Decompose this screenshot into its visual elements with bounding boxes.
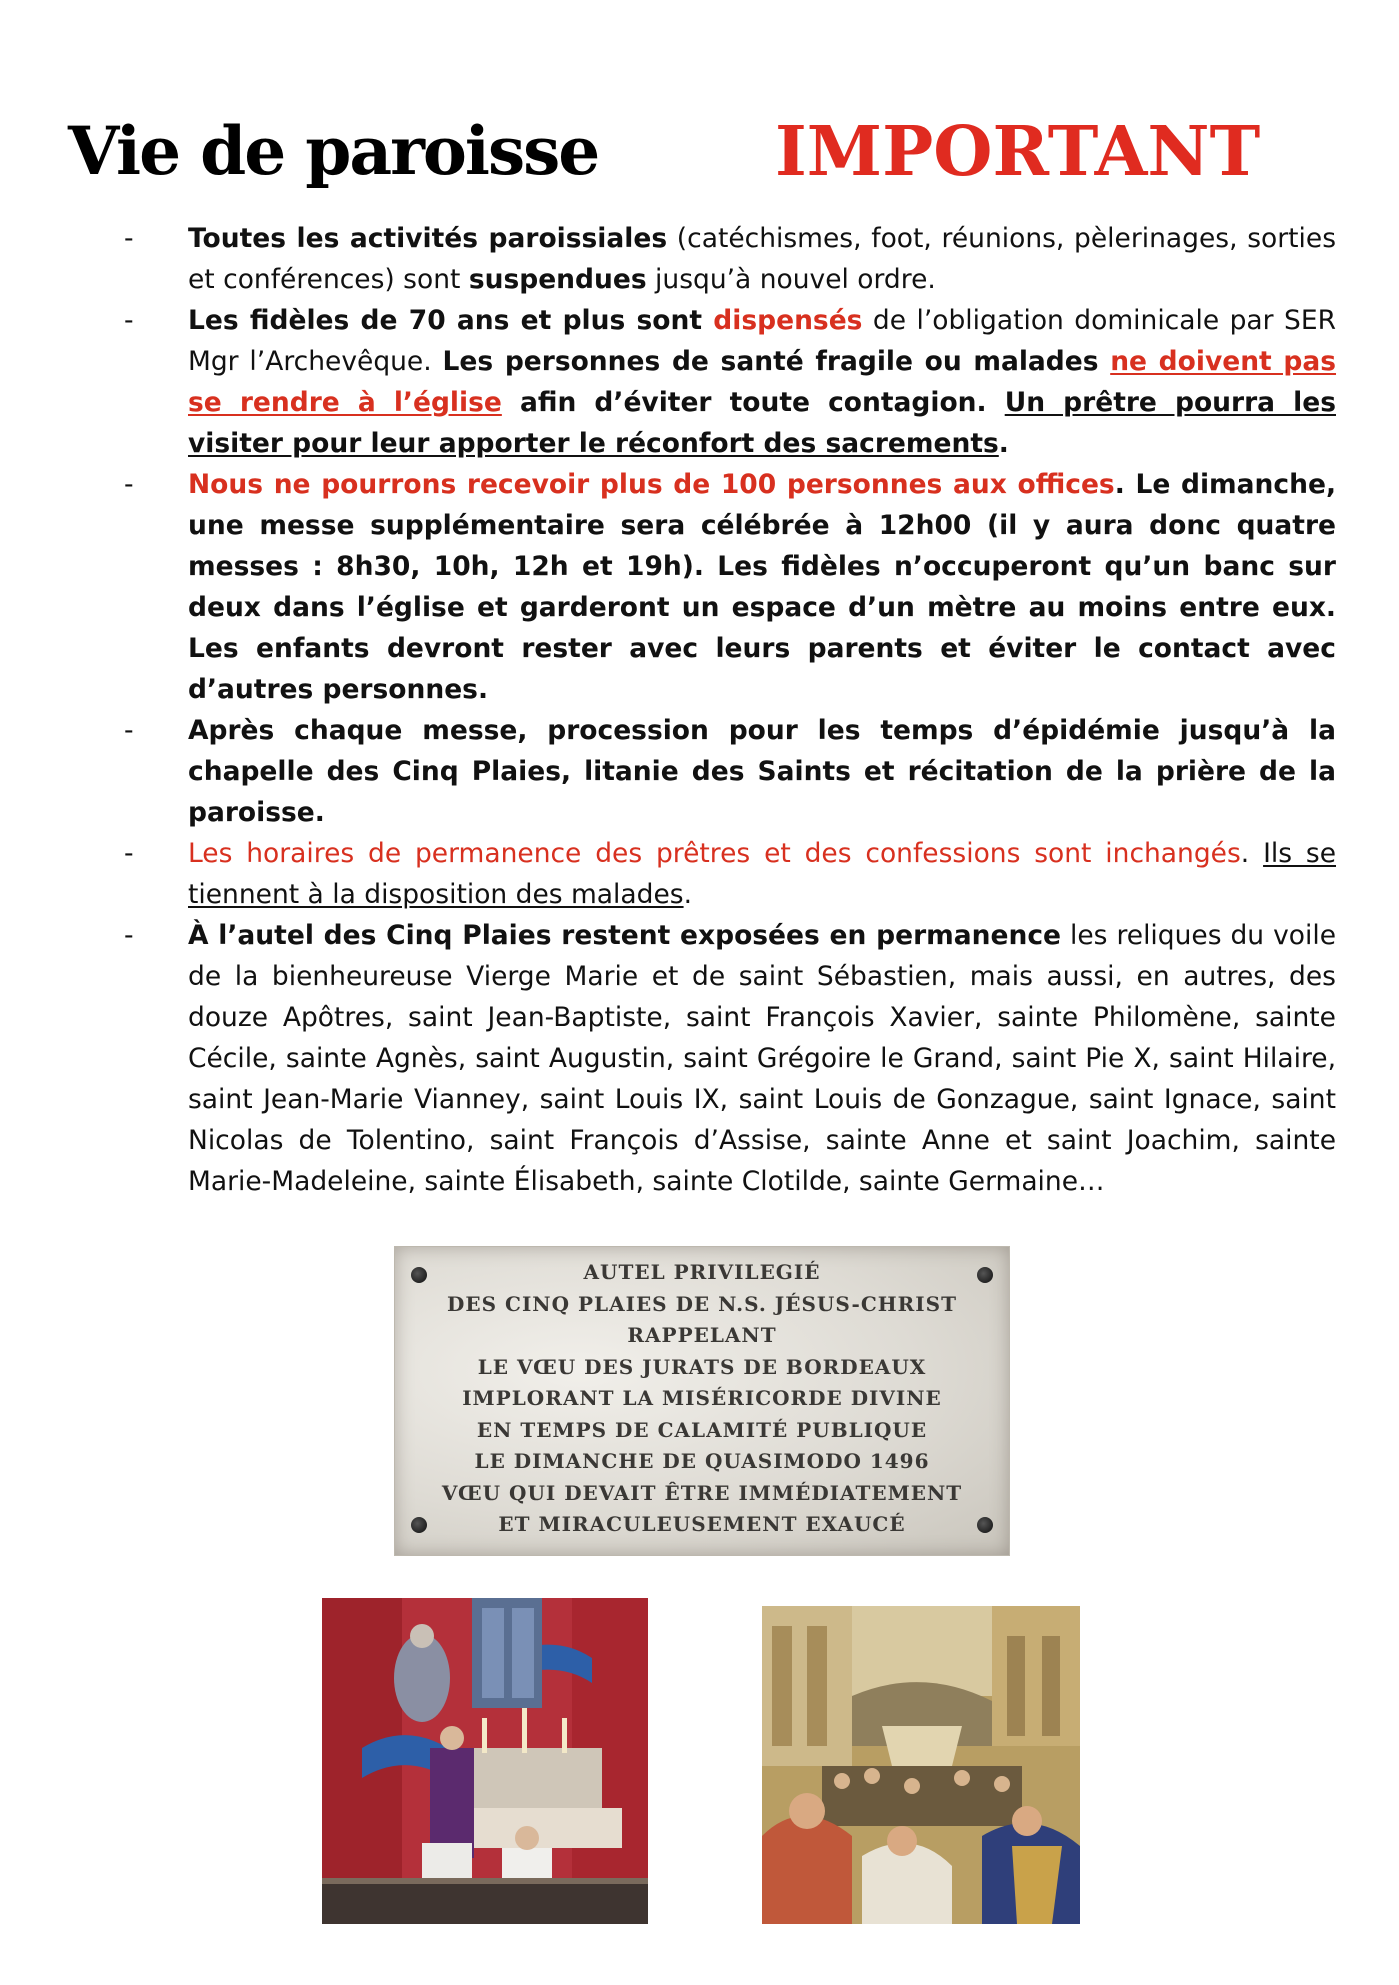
item-text: Toutes les activités paroissiales [188, 223, 668, 254]
item-text: Un prêtre pourra les visiter pour leur apporter le réconfort des sacrements [188, 387, 1336, 459]
item-text: Après chaque messe, procession pour les temps d’épidémie jusqu’à la chapelle des Cinq Plaies, litanie des Saints et récitation de la prière de la paroisse. [188, 715, 1336, 828]
item-text: afin d’éviter toute contagion. [501, 387, 1005, 418]
announcement-list [124, 218, 1336, 1202]
item-text: ne doivent pas se rendre à l’église [188, 346, 1337, 418]
item-text: . Le dimanche, une messe supplémentaire sera célébrée à 12h00 (il y aura donc quatre messes : 8h30, 10h, 12h et 19h). Les fidèles n’occuperont qu’un banc sur deux dans l’église et garderont un espace d’un mètre au moins entre eux. Les enfants devront rester avec leurs parents et éviter le contact avec d’autres personnes. [188, 469, 1337, 705]
item-text: . [998, 428, 1009, 459]
list-item [124, 218, 1336, 300]
plaque-line: EN TEMPS DE CALAMITÉ PUBLIQUE [476, 1417, 928, 1442]
altar-mass-illustration [322, 1598, 648, 1924]
item-text: les reliques du voile de la bienheureuse Vierge Marie et de saint Sébastien, mais aussi, en autres, des douze Apôtres, saint Jean-Baptiste, saint François Xavier, sainte Philomène, sainte Cécile, sainte Agnès, saint Augustin, saint Grégoire le Grand, saint Pie X, saint Hilaire, saint Jean-Marie Vianney, saint Louis IX, saint Louis de Gonzague, saint Ignace, saint Nicolas de Tolentino, saint François d’Assise, sainte Anne et saint Joachim, sainte Marie-Madeleine, sainte Élisabeth, sainte Clotilde, sainte Germaine… [188, 920, 1336, 1197]
bolt-icon [411, 1517, 427, 1533]
item-text: (catéchismes, foot, réunions, pèlerinages, sorties et conférences) sont [188, 223, 1336, 295]
bolt-icon [977, 1517, 993, 1533]
list-dash: - [124, 715, 134, 746]
list-dash: - [124, 838, 134, 869]
item-text: . [683, 879, 693, 910]
altar-plaque-image [394, 1246, 1010, 1556]
list-item [124, 464, 1336, 710]
item-text: jusqu’à nouvel ordre. [646, 264, 936, 295]
item-text: suspendues [468, 264, 647, 295]
item-text: de l’obligation dominicale par SER Mgr l’Archevêque. [188, 305, 1336, 377]
list-dash: - [124, 305, 134, 336]
item-text: Ils se tiennent à la disposition des malades [188, 838, 1336, 910]
plaque-line: LE DIMANCHE DE QUASIMODO 1496 [474, 1449, 930, 1473]
item-text: À l’autel des Cinq Plaies restent exposées en permanence [188, 920, 1062, 951]
list-dash: - [124, 469, 134, 500]
list-item [124, 300, 1336, 464]
altar-mass-photo [322, 1598, 648, 1924]
list-dash: - [124, 920, 134, 951]
plaque-line: DES CINQ PLAIES DE N.S. JÉSUS-CHRIST [447, 1291, 957, 1316]
list-item [124, 710, 1336, 833]
list-dash: - [124, 223, 134, 254]
bolt-icon [411, 1267, 427, 1283]
plaque-line: RAPPELANT [627, 1323, 777, 1347]
plaque-line: LE VŒU DES JURATS DE BORDEAUX [477, 1354, 927, 1379]
page-title: Vie de paroisse [68, 112, 599, 190]
item-text: Les personnes de santé fragile ou malades [442, 346, 1111, 377]
bolt-icon [977, 1267, 993, 1283]
plaque-line: IMPLORANT LA MISÉRICORDE DIVINE [462, 1386, 942, 1410]
item-text: Nous ne pourrons recevoir plus de 100 personnes aux offices [188, 469, 1115, 500]
item-text: . [1240, 838, 1264, 869]
procession-painting-photo [762, 1606, 1080, 1924]
plaque-line: ET MIRACULEUSEMENT EXAUCÉ [498, 1512, 906, 1536]
procession-painting-illustration [762, 1606, 1080, 1924]
plaque-line: VŒU QUI DEVAIT ÊTRE IMMÉDIATEMENT [441, 1480, 963, 1505]
list-item [124, 915, 1336, 1202]
important-heading: IMPORTANT [775, 112, 1261, 192]
item-text: Les fidèles de 70 ans et plus sont [188, 305, 714, 336]
item-text: dispensés [713, 305, 863, 336]
plaque-line: AUTEL PRIVILEGIÉ [583, 1260, 821, 1284]
item-text: Les horaires de permanence des prêtres et des confessions sont inchangés [188, 838, 1241, 869]
list-item [124, 833, 1336, 915]
